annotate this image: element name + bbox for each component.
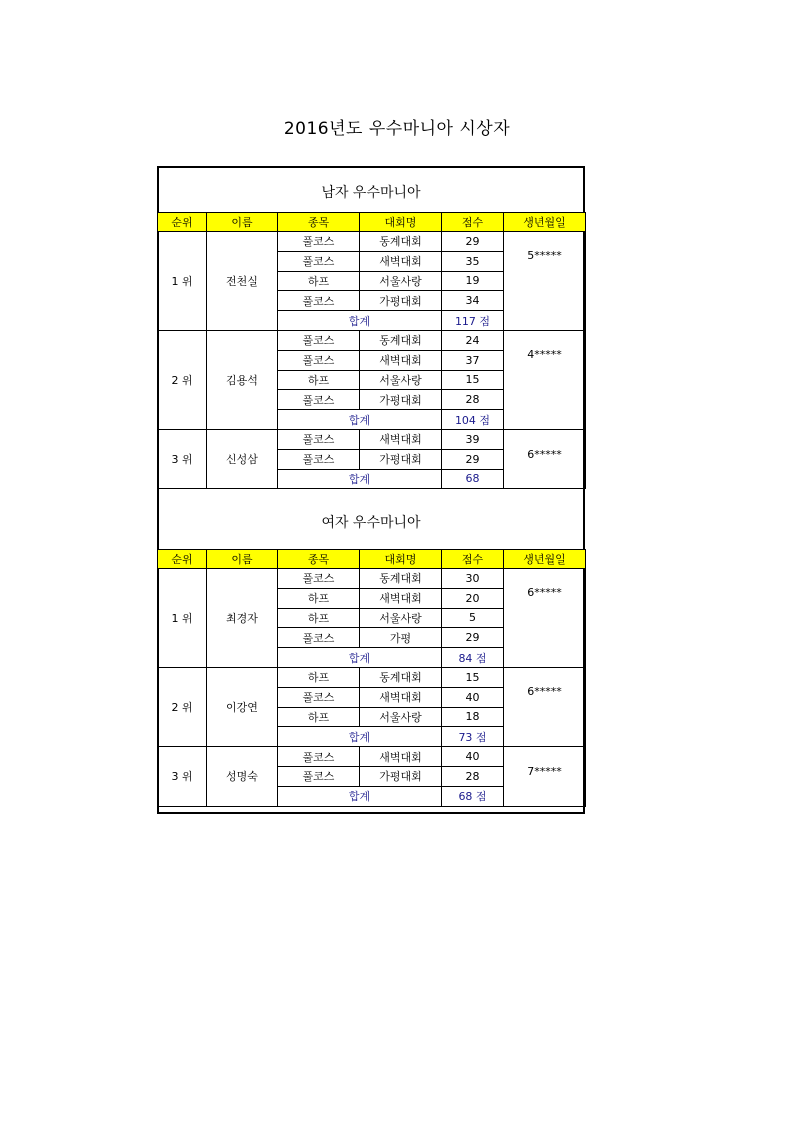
event-cell: 풀코스 [278, 429, 360, 449]
event-cell: 풀코스 [278, 390, 360, 410]
column-header: 생년월일 [504, 213, 586, 232]
score-cell: 35 [442, 251, 504, 271]
total-value: 84 점 [442, 648, 504, 668]
score-cell: 15 [442, 370, 504, 390]
race-cell: 서울사랑 [360, 707, 442, 727]
page-title: 2016년도 우수마니아 시상자 [283, 119, 511, 139]
event-cell: 풀코스 [278, 350, 360, 370]
total-label: 합계 [278, 469, 442, 489]
event-cell: 하프 [278, 608, 360, 628]
total-label: 합계 [278, 410, 442, 430]
race-cell: 가평 [360, 628, 442, 648]
score-cell: 37 [442, 350, 504, 370]
name-cell: 전천실 [207, 232, 278, 331]
event-cell: 풀코스 [278, 687, 360, 707]
table-row [158, 667, 586, 687]
column-header: 종목 [278, 213, 360, 232]
race-cell: 새벽대회 [360, 588, 442, 608]
race-cell: 가평대회 [360, 291, 442, 311]
women-section-title: 여자 우수마니아 [321, 515, 421, 531]
total-label: 합계 [278, 727, 442, 747]
birth-cell: 6***** [504, 569, 586, 668]
column-header: 점수 [442, 550, 504, 569]
birth-cell: 4***** [504, 330, 586, 429]
birth-cell: 6***** [504, 429, 586, 488]
event-cell: 풀코스 [278, 232, 360, 252]
race-cell: 새벽대회 [360, 251, 442, 271]
race-cell: 새벽대회 [360, 687, 442, 707]
name-cell: 이강연 [207, 667, 278, 746]
table-row [158, 747, 586, 767]
event-cell: 풀코스 [278, 330, 360, 350]
race-cell: 동계대회 [360, 569, 442, 589]
column-header: 이름 [207, 550, 278, 569]
total-label: 합계 [278, 786, 442, 806]
race-cell: 가평대회 [360, 449, 442, 469]
column-header: 대회명 [360, 550, 442, 569]
score-cell: 30 [442, 569, 504, 589]
rank-cell: 2 위 [158, 667, 207, 746]
race-cell: 동계대회 [360, 330, 442, 350]
column-header: 종목 [278, 550, 360, 569]
score-cell: 15 [442, 667, 504, 687]
score-cell: 18 [442, 707, 504, 727]
race-cell: 가평대회 [360, 766, 442, 786]
table-row [158, 429, 586, 449]
score-cell: 34 [442, 291, 504, 311]
total-value: 73 점 [442, 727, 504, 747]
event-cell: 풀코스 [278, 251, 360, 271]
event-cell: 하프 [278, 370, 360, 390]
event-cell: 풀코스 [278, 747, 360, 767]
event-cell: 풀코스 [278, 766, 360, 786]
name-cell: 신성삼 [207, 429, 278, 488]
event-cell: 풀코스 [278, 628, 360, 648]
total-value: 68 점 [442, 786, 504, 806]
birth-cell: 5***** [504, 232, 586, 331]
score-cell: 40 [442, 747, 504, 767]
race-cell: 새벽대회 [360, 747, 442, 767]
score-cell: 20 [442, 588, 504, 608]
event-cell: 하프 [278, 588, 360, 608]
score-cell: 28 [442, 390, 504, 410]
women-table [157, 549, 586, 807]
event-cell: 하프 [278, 271, 360, 291]
race-cell: 서울사랑 [360, 370, 442, 390]
score-cell: 19 [442, 271, 504, 291]
race-cell: 서울사랑 [360, 271, 442, 291]
race-cell: 동계대회 [360, 667, 442, 687]
rank-cell: 1 위 [158, 569, 207, 668]
score-cell: 28 [442, 766, 504, 786]
birth-cell: 6***** [504, 667, 586, 746]
table-row [158, 232, 586, 252]
rank-cell: 3 위 [158, 429, 207, 488]
men-table [157, 212, 586, 489]
name-cell: 최경자 [207, 569, 278, 668]
total-value: 68 [442, 469, 504, 489]
table-row [158, 569, 586, 589]
column-header: 점수 [442, 213, 504, 232]
score-cell: 29 [442, 449, 504, 469]
header-row [158, 213, 586, 232]
race-cell: 가평대회 [360, 390, 442, 410]
race-cell: 서울사랑 [360, 608, 442, 628]
rank-cell: 1 위 [158, 232, 207, 331]
event-cell: 풀코스 [278, 449, 360, 469]
score-cell: 24 [442, 330, 504, 350]
race-cell: 새벽대회 [360, 429, 442, 449]
total-value: 104 점 [442, 410, 504, 430]
score-cell: 5 [442, 608, 504, 628]
event-cell: 하프 [278, 667, 360, 687]
score-cell: 29 [442, 232, 504, 252]
birth-cell: 7***** [504, 747, 586, 806]
men-section-title: 남자 우수마니아 [321, 185, 421, 201]
total-value: 117 점 [442, 311, 504, 331]
rank-cell: 3 위 [158, 747, 207, 806]
race-cell: 새벽대회 [360, 350, 442, 370]
column-header: 대회명 [360, 213, 442, 232]
event-cell: 풀코스 [278, 291, 360, 311]
score-cell: 29 [442, 628, 504, 648]
score-cell: 40 [442, 687, 504, 707]
event-cell: 풀코스 [278, 569, 360, 589]
column-header: 순위 [158, 550, 207, 569]
column-header: 생년월일 [504, 550, 586, 569]
name-cell: 성명숙 [207, 747, 278, 806]
total-label: 합계 [278, 311, 442, 331]
rank-cell: 2 위 [158, 330, 207, 429]
race-cell: 동계대회 [360, 232, 442, 252]
column-header: 순위 [158, 213, 207, 232]
header-row [158, 550, 586, 569]
table-row [158, 330, 586, 350]
column-header: 이름 [207, 213, 278, 232]
total-label: 합계 [278, 648, 442, 668]
event-cell: 하프 [278, 707, 360, 727]
name-cell: 김용석 [207, 330, 278, 429]
score-cell: 39 [442, 429, 504, 449]
